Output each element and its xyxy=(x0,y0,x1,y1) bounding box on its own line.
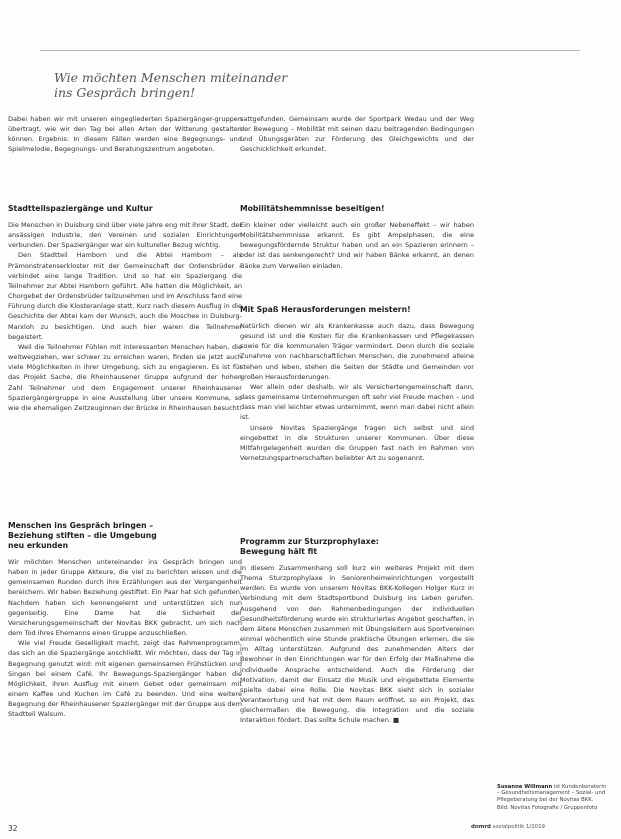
right-intro xyxy=(240,114,474,155)
right-section-3 xyxy=(240,537,474,726)
left-section-2 xyxy=(8,521,242,720)
section-paragraph: Die Menschen in Duisburg sind über viele Jahre eng mit ihrer Stadt, der ansässigen Industrie, den Vereinen und sozialen Einrichtungen verbunden. Der Spaziergänger war ein kultureller Bezug wichtig. xyxy=(8,221,242,250)
magazine-issue: sozialpolitik 1/2019 xyxy=(492,824,545,830)
section-heading-gespraech-3: neu erkunden xyxy=(8,541,69,550)
author-role: ist Kundenberaterin – Gesundheitsmanagement – Sozial- und Pflegeberatung bei der Novitas BKK. xyxy=(497,784,607,803)
section-paragraph: Weil die Teilnehmer Fühlen mit interessanten Menschen haben, die weitwegziehen, wer schwer zu erreichen waren, finden sie jetzt auch viele Möglichkeiten in ihrer Umgebung, sich zu engagieren. Es ist für das Projekt Sache, die Rheinhausener Gruppe aufgrund der hohen Zahl Teilnehmer und dem Engagement unserer Rheinhausener Spaziergängergruppe in eine Ausstellung über unsere Kommune, so wie die ehemaligen Zeitzeuginnen der Brücke in Rheinhausen besucht. xyxy=(8,342,242,412)
article-kicker xyxy=(54,70,287,100)
page-number: 32 xyxy=(8,824,18,833)
left-intro xyxy=(8,114,242,155)
kicker-line-2: ins Gespräch bringen! xyxy=(54,85,196,100)
section-heading-sturz-2: Bewegung hält fit xyxy=(240,547,318,556)
author-name: Susanne Willmann xyxy=(497,784,553,790)
section-heading-spass: Mit Spaß Herausforderungen meistern! xyxy=(240,305,411,314)
section-paragraph: Unsere Novitas Spaziergänge fragen sich selbst und sind eingebettet in die Strukturen unserer Kommunen. Über diese Mitfahrgelegenheit wurden die Gruppen fast nach im Rahmen von Vernetzungspartnerschaften beliebter Art zu sogenannt. xyxy=(240,423,474,463)
right-intro-text: sattgefunden. Gemeinsam wurde der Sportpark Wedau und der Weg der Bewegung – Mobilität mit seinen dazu beitragenden Bedingungen und Übungsgeräten zur Förderung des Gleichgewichts und der Geschicklichkeit erkundet. xyxy=(240,115,474,154)
top-rule xyxy=(40,50,580,51)
right-section-2 xyxy=(240,305,474,463)
magazine-name: dnmrd xyxy=(471,824,491,830)
left-section-1 xyxy=(8,204,242,413)
photo-credit: Bild: Novitas Fotografie / Gruppenfoto xyxy=(497,804,598,811)
section-heading-mobilitaet: Mobilitätshemmnisse beseitigen! xyxy=(240,204,385,213)
section-heading-gespraech-2: Beziehung stiften – die Umgebung xyxy=(8,531,157,540)
kicker-line-1: Wie möchten Menschen miteinander xyxy=(54,70,288,85)
section-paragraph: In diesem Zusammenhang soll kurz ein weiteres Projekt mit dem Thema Sturzprophylaxe in Seniorenheimeinrichtungen vorgestellt werden. Es wurde von unserem Novitas BKK-Kollegen Holger Kurz in Verbindung mit dem Stadtsportbund Duisburg ins Leben gerufen. Ausgehend von den Rahmenbedingungen der individuellen Gesundheitsförderung wurde ein strukturiertes Angebot geschaffen, in dem ältere Menschen zusammen mit Übungsleitern aus Sportvereinen einmal wöchentlich eine Stunde praktische Übungen erlernen, die sie im Alltag unterstützen. Aufgrund des zunehmenden Alters der Bewohner in den Einrichtungen war für den Erfolg der Maßnahme die individuelle Ansprache entscheidend. Auch die Förderung der Motivation, damit der Einsatz die Musik und eingebettete Elemente spielte dabei eine Rolle. Die Novitas BKK sieht sich in sozialer Verantwortung und hat mit dem Raum eröffnet, so ein Projekt, das gleichermaßen die Bewegung, die Integration und die soziale Interaktion fördert. Das sollte Schule machen. ■ xyxy=(240,564,474,725)
section-paragraph: Wir möchten Menschen untereinander ins Gespräch bringen und haben in jeder Gruppe Akteure, die viel zu berichten wissen und die gemeinsamen Runden durch ihre Erzählungen aus der Vergangenheit bereichern. Wir haben Beziehung gestiftet. Ein Paar hat sich gefunden. Nachdem haben sich kennengelernt und unterstützen sich nun gegenseitig. Eine Dame hat die Sicherheit der Versicherungsgemeinschaft der Novitas BKK gebracht, um sich nach dem Tod ihres Ehemanns einen Gruppe anzuschließen. xyxy=(8,558,242,638)
footer-magazine xyxy=(471,824,545,830)
section-heading-gespraech-1: Menschen ins Gespräch bringen – xyxy=(8,521,154,530)
section-paragraph: Wer allein oder deshalb, wir als Versichertengemeinschaft dann, dass gemeinsame Unternehmungen oft sehr viel Freude machen – und dass man viel leichter etwas unternimmt, wenn man dabei nicht allein ist. xyxy=(240,382,474,422)
section-paragraph: Den Stadtteil Hamborn und die Abtei Hamborn – als Prämonstratenserkloster mit der Gemeinschaft der Ordensbrüder – verbindet eine lange Tradition. Und so hat ein Spaziergang die Teilnehmer zur Abtei Hamborn geführt. Alle hatten die Möglichkeit, an Chorgebet der Ordensbrüder teilzunehmen und im Anschluss fand eine Führung durch die Klosteranlage statt. Kurz nach diesem Ausflug in die Geschichte der Abtei kam der Wunsch, auch die Moschee in Duisburg-Marxloh zu besichtigen. Und auch hier waren die Teilnehmer begeistert. xyxy=(8,251,242,341)
section-heading-stadtteil: Stadtteilspaziergänge und Kultur xyxy=(8,204,153,213)
author-box xyxy=(497,784,609,811)
author-info xyxy=(497,784,609,803)
right-section-1 xyxy=(240,204,474,271)
section-paragraph: Natürlich dienen wir als Krankenkasse auch dazu, dass Bewegung gesund ist und die Kosten für die Krankenkassen und Pflegekassen sowie für die kommunalen Träger vermindert. Denn durch die soziale Zunahme von nachbarschaftlichen Menschen, die zunehmend alleine stehen und leben, stehen die Seiten der Städte und Gemeinden vor großen Herausforderungen. xyxy=(240,322,474,381)
section-heading-sturz-1: Programm zur Sturzprophylaxe: xyxy=(240,537,379,546)
section-paragraph: Ein kleiner oder vielleicht auch ein großer Nebeneffekt – wir haben Mobilitätshemmnisse erkannt. Es gibt Ampelphasen, die eine bewegungsfördernde Struktur haben und an ein Spazieren erinnern – oder ist das senkengerecht? Und wir haben Bänke erkannt, an denen Bänke zum Verweilen einladen. xyxy=(240,221,474,270)
left-intro-text: Dabei haben wir mit unseren eingegliederten Spaziergänger-gruppen übertragt, wie wir den Tag bei allen Arten der Witterung gestalten können. Ergebnis: In diesem Fällen werden eine Begegnungs- und Spielmelodie, Begegnungs- und Beratungszentrum angeboten. xyxy=(8,115,242,154)
section-paragraph: Wie viel Freude Geselligkeit macht, zeigt das Rahmenprogramm, das sich an die Spaziergänge anschließt. Wir möchten, dass der Tag in Begegnung genutzt wird: mit eigenen gemeinsamen Frühstücken und Singen bei einem Café. Ihr Bewegungs-Spaziergänger haben die Möglichkeit, ihren Ausflug mit einem Gebet oder gemeinsam mit einem Kaffee und Kuchen im Café zu beenden. Und eine weitere Begegnung der Rheinhausener Spaziergänger mit der Gruppe aus dem Stadtteil Walsum. xyxy=(8,639,242,719)
